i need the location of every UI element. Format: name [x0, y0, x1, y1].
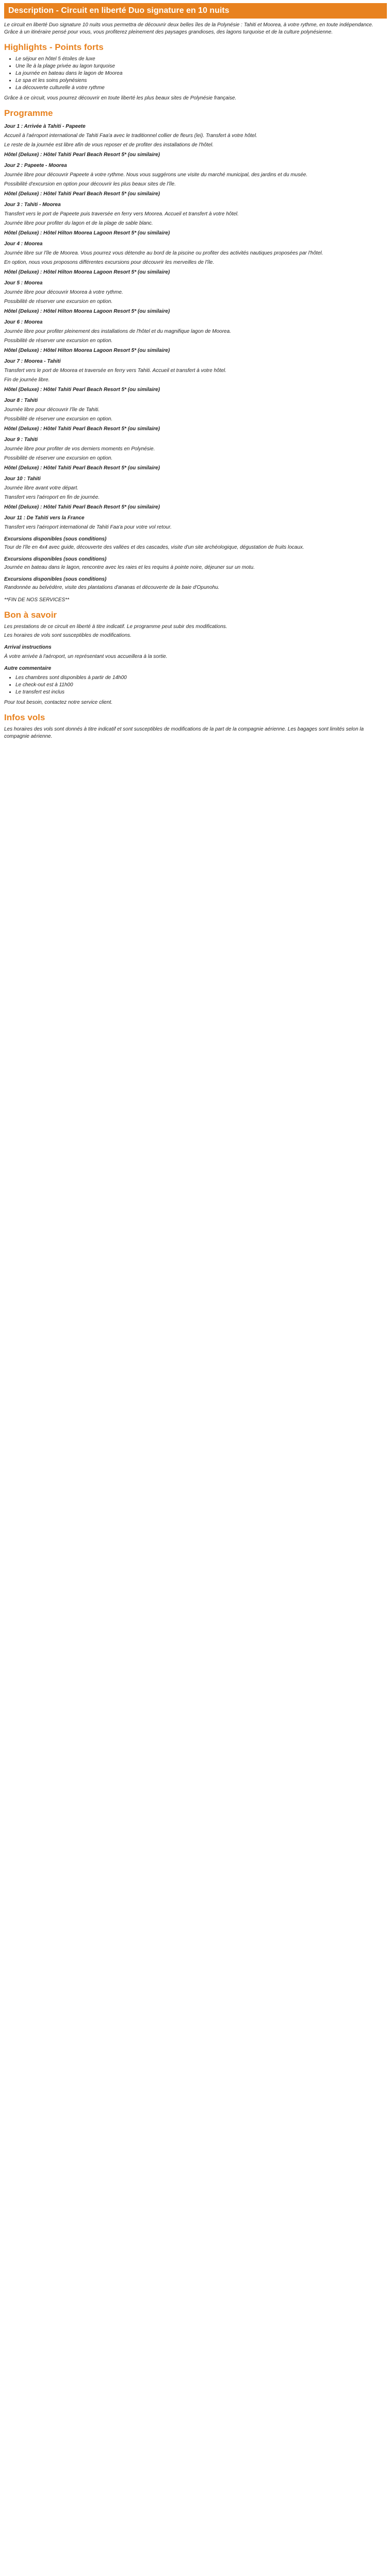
excursion-text: Journée en bateau dans le lagon, rencontre avec les raies et les requins à pointe noire, déjeuner sur un motu. [4, 565, 255, 570]
day-title: Jour 6 : Moorea [4, 319, 43, 325]
bon-text: Les prestations de ce circuit en liberté à titre indicatif. Le programme peut subir des modifications. [4, 624, 227, 630]
highlights-note: Grâce à ce circuit, vous pourrez découvrir en toute liberté les plus beaux sites de Polynésie française. [4, 95, 237, 101]
info-vols-text: Les horaires des vols sont donnés à titre indicatif et sont susceptibles de modifications de la part de la compagnie aérienne. Les bagages sont limités selon la compagnie aérienne. [4, 726, 364, 739]
day-title: Jour 11 : De Tahiti vers la France [4, 515, 85, 521]
end-of-services: **FIN DE NOS SERVICES** [4, 597, 69, 603]
day-hotel: Hôtel (Deluxe) : Hôtel Tahiti Pearl Beach Resort 5* (ou similaire) [4, 504, 160, 510]
day-title: Jour 3 : Tahiti - Moorea [4, 202, 61, 208]
other-list [4, 674, 387, 696]
day-title: Jour 1 : Arrivée à Tahiti - Papeete [4, 124, 86, 129]
program-day [4, 202, 387, 236]
day-paragraph: Possibilité d'excursion en option pour découvrir les plus beaux sites de l'île. [4, 181, 176, 187]
program-day [4, 163, 387, 197]
day-hotel: Hôtel (Deluxe) : Hôtel Tahiti Pearl Beach Resort 5* (ou similaire) [4, 191, 160, 197]
excursion-block [4, 536, 387, 551]
day-hotel: Hôtel (Deluxe) : Hôtel Hilton Moorea Lagoon Resort 5* (ou similaire) [4, 348, 170, 353]
day-title: Jour 8 : Tahiti [4, 398, 38, 403]
day-paragraph: Accueil à l'aéroport international de Tahiti Faa'a avec le traditionnel collier de fleurs (lei). Transfert à votre hôtel. [4, 133, 257, 139]
day-title: Jour 5 : Moorea [4, 280, 43, 286]
arrival-text: À votre arrivée à l'aéroport, un représentant vous accueillera à la sortie. [4, 654, 168, 659]
program-day [4, 241, 387, 275]
other-note: Pour tout besoin, contactez notre service client. [4, 700, 113, 705]
excursion-head: Excursions disponibles (sous conditions) [4, 577, 107, 582]
program-title: Programme [4, 108, 53, 118]
page-title-bar [4, 3, 387, 19]
program-day [4, 359, 387, 393]
other-item: • Le check-out est à 11h00 [15, 682, 387, 689]
day-title: Jour 7 : Moorea - Tahiti [4, 359, 61, 364]
day-paragraph: Journée libre pour découvrir l'île de Tahiti. [4, 407, 100, 413]
program-day [4, 319, 387, 353]
excursion-head: Excursions disponibles (sous conditions) [4, 536, 107, 542]
day-paragraph: Possibilité de réserver une excursion en option. [4, 338, 113, 344]
day-hotel: Hôtel (Deluxe) : Hôtel Tahiti Pearl Beach Resort 5* (ou similaire) [4, 387, 160, 393]
excursion-text: Randonnée au belvédère, visite des plantations d'ananas et découverte de la baie d'Opunohu. [4, 585, 220, 590]
day-paragraph: Journée libre pour découvrir Papeete à votre rythme. Nous vous suggérons une visite du marché municipal, des jardins et du musée. [4, 172, 308, 178]
excursion-block [4, 556, 387, 571]
day-paragraph: Transfert vers l'aéroport international de Tahiti Faa'a pour votre vol retour. [4, 524, 172, 530]
day-paragraph: Journée libre pour profiter pleinement des installations de l'hôtel et du magnifique lagon de Moorea. [4, 329, 231, 334]
day-title: Jour 2 : Papeete - Moorea [4, 163, 67, 168]
day-title: Jour 9 : Tahiti [4, 437, 38, 443]
day-hotel: Hôtel (Deluxe) : Hôtel Tahiti Pearl Beach Resort 5* (ou similaire) [4, 465, 160, 471]
day-hotel: Hôtel (Deluxe) : Hôtel Tahiti Pearl Beach Resort 5* (ou similaire) [4, 152, 160, 158]
info-vols-title: Infos vols [4, 713, 45, 722]
day-paragraph: Journée libre pour découvrir Moorea à votre rythme. [4, 290, 123, 295]
other-item: • Les chambres sont disponibles à partir de 14h00 [15, 674, 387, 682]
day-paragraph: Transfert vers le port de Moorea et traversée en ferry vers Tahiti. Accueil et transfert à votre hôtel. [4, 368, 226, 374]
highlights-list [4, 56, 387, 92]
day-paragraph: Possibilité de réserver une excursion en option. [4, 416, 113, 422]
highlight-item: • La journée en bateau dans le lagon de Moorea [15, 70, 387, 77]
day-title: Jour 4 : Moorea [4, 241, 43, 247]
excursion-block [4, 577, 387, 591]
highlight-item: • La découverte culturelle à votre rythme [15, 84, 387, 92]
day-paragraph: Possibilité de réserver une excursion en option. [4, 455, 113, 461]
program-day [4, 280, 387, 314]
program-day [4, 124, 387, 158]
bon-text: Les horaires de vols sont susceptibles de modifications. [4, 633, 132, 638]
other-title: Autre commentaire [4, 666, 52, 671]
program-day [4, 398, 387, 432]
intro-text: Le circuit en liberté Duo signature 10 nuits vous permettra de découvrir deux belles îles de la Polynésie : Tahiti et Moorea, à votre rythme, en toute indépendance. Grâce à un itinéraire pensé pour vous, vous profiterez pleinement des paysages grandioses, des lagons turquoise et de la culture polynésienne. [4, 22, 373, 35]
excursions-section [4, 536, 387, 591]
page-title: Description - Circuit en liberté Duo signature en 10 nuits [8, 6, 230, 15]
day-title: Jour 10 : Tahiti [4, 476, 41, 482]
day-hotel: Hôtel (Deluxe) : Hôtel Hilton Moorea Lagoon Resort 5* (ou similaire) [4, 230, 170, 236]
page [0, 3, 391, 748]
day-hotel: Hôtel (Deluxe) : Hôtel Hilton Moorea Lagoon Resort 5* (ou similaire) [4, 269, 170, 275]
highlight-item: • Le spa et les soins polynésiens [15, 77, 387, 84]
day-paragraph: En option, nous vous proposons différentes excursions pour découvrir les merveilles de l'île. [4, 260, 215, 265]
day-paragraph: Fin de journée libre. [4, 377, 50, 383]
arrival-title: Arrival instructions [4, 645, 52, 650]
highlight-item: • Une île à la plage privée au lagon turquoise [15, 63, 387, 70]
day-paragraph: Le reste de la journée est libre afin de vous reposer et de profiter des installations de l'hôtel. [4, 142, 214, 148]
day-paragraph: Journée libre sur l'île de Moorea. Vous pourrez vous détendre au bord de la piscine ou profiter des activités nautiques proposées par l'hôtel. [4, 250, 323, 256]
day-paragraph: Transfert vers le port de Papeete puis traversée en ferry vers Moorea. Accueil et transfert à votre hôtel. [4, 211, 239, 217]
bon-a-savoir-title: Bon à savoir [4, 610, 57, 620]
day-paragraph: Possibilité de réserver une excursion en option. [4, 299, 113, 304]
highlight-item: • Le séjour en hôtel 5 étoiles de luxe [15, 56, 387, 63]
day-paragraph: Journée libre pour profiter du lagon et de la plage de sable blanc. [4, 221, 153, 226]
program-day [4, 437, 387, 471]
program-days [4, 124, 387, 531]
day-paragraph: Journée libre avant votre départ. [4, 485, 78, 491]
day-hotel: Hôtel (Deluxe) : Hôtel Tahiti Pearl Beach Resort 5* (ou similaire) [4, 426, 160, 432]
highlights-title: Highlights - Points forts [4, 42, 104, 52]
excursion-head: Excursions disponibles (sous conditions) [4, 556, 107, 562]
excursion-text: Tour de l'île en 4x4 avec guide, découverte des vallées et des cascades, visite d'un site archéologique, dégustation de fruits locaux. [4, 545, 304, 550]
day-paragraph: Transfert vers l'aéroport en fin de journée. [4, 495, 100, 500]
program-day [4, 476, 387, 510]
day-paragraph: Journée libre pour profiter de vos derniers moments en Polynésie. [4, 446, 155, 452]
other-item: • Le transfert est inclus [15, 689, 387, 696]
program-day [4, 515, 387, 531]
day-hotel: Hôtel (Deluxe) : Hôtel Hilton Moorea Lagoon Resort 5* (ou similaire) [4, 309, 170, 314]
